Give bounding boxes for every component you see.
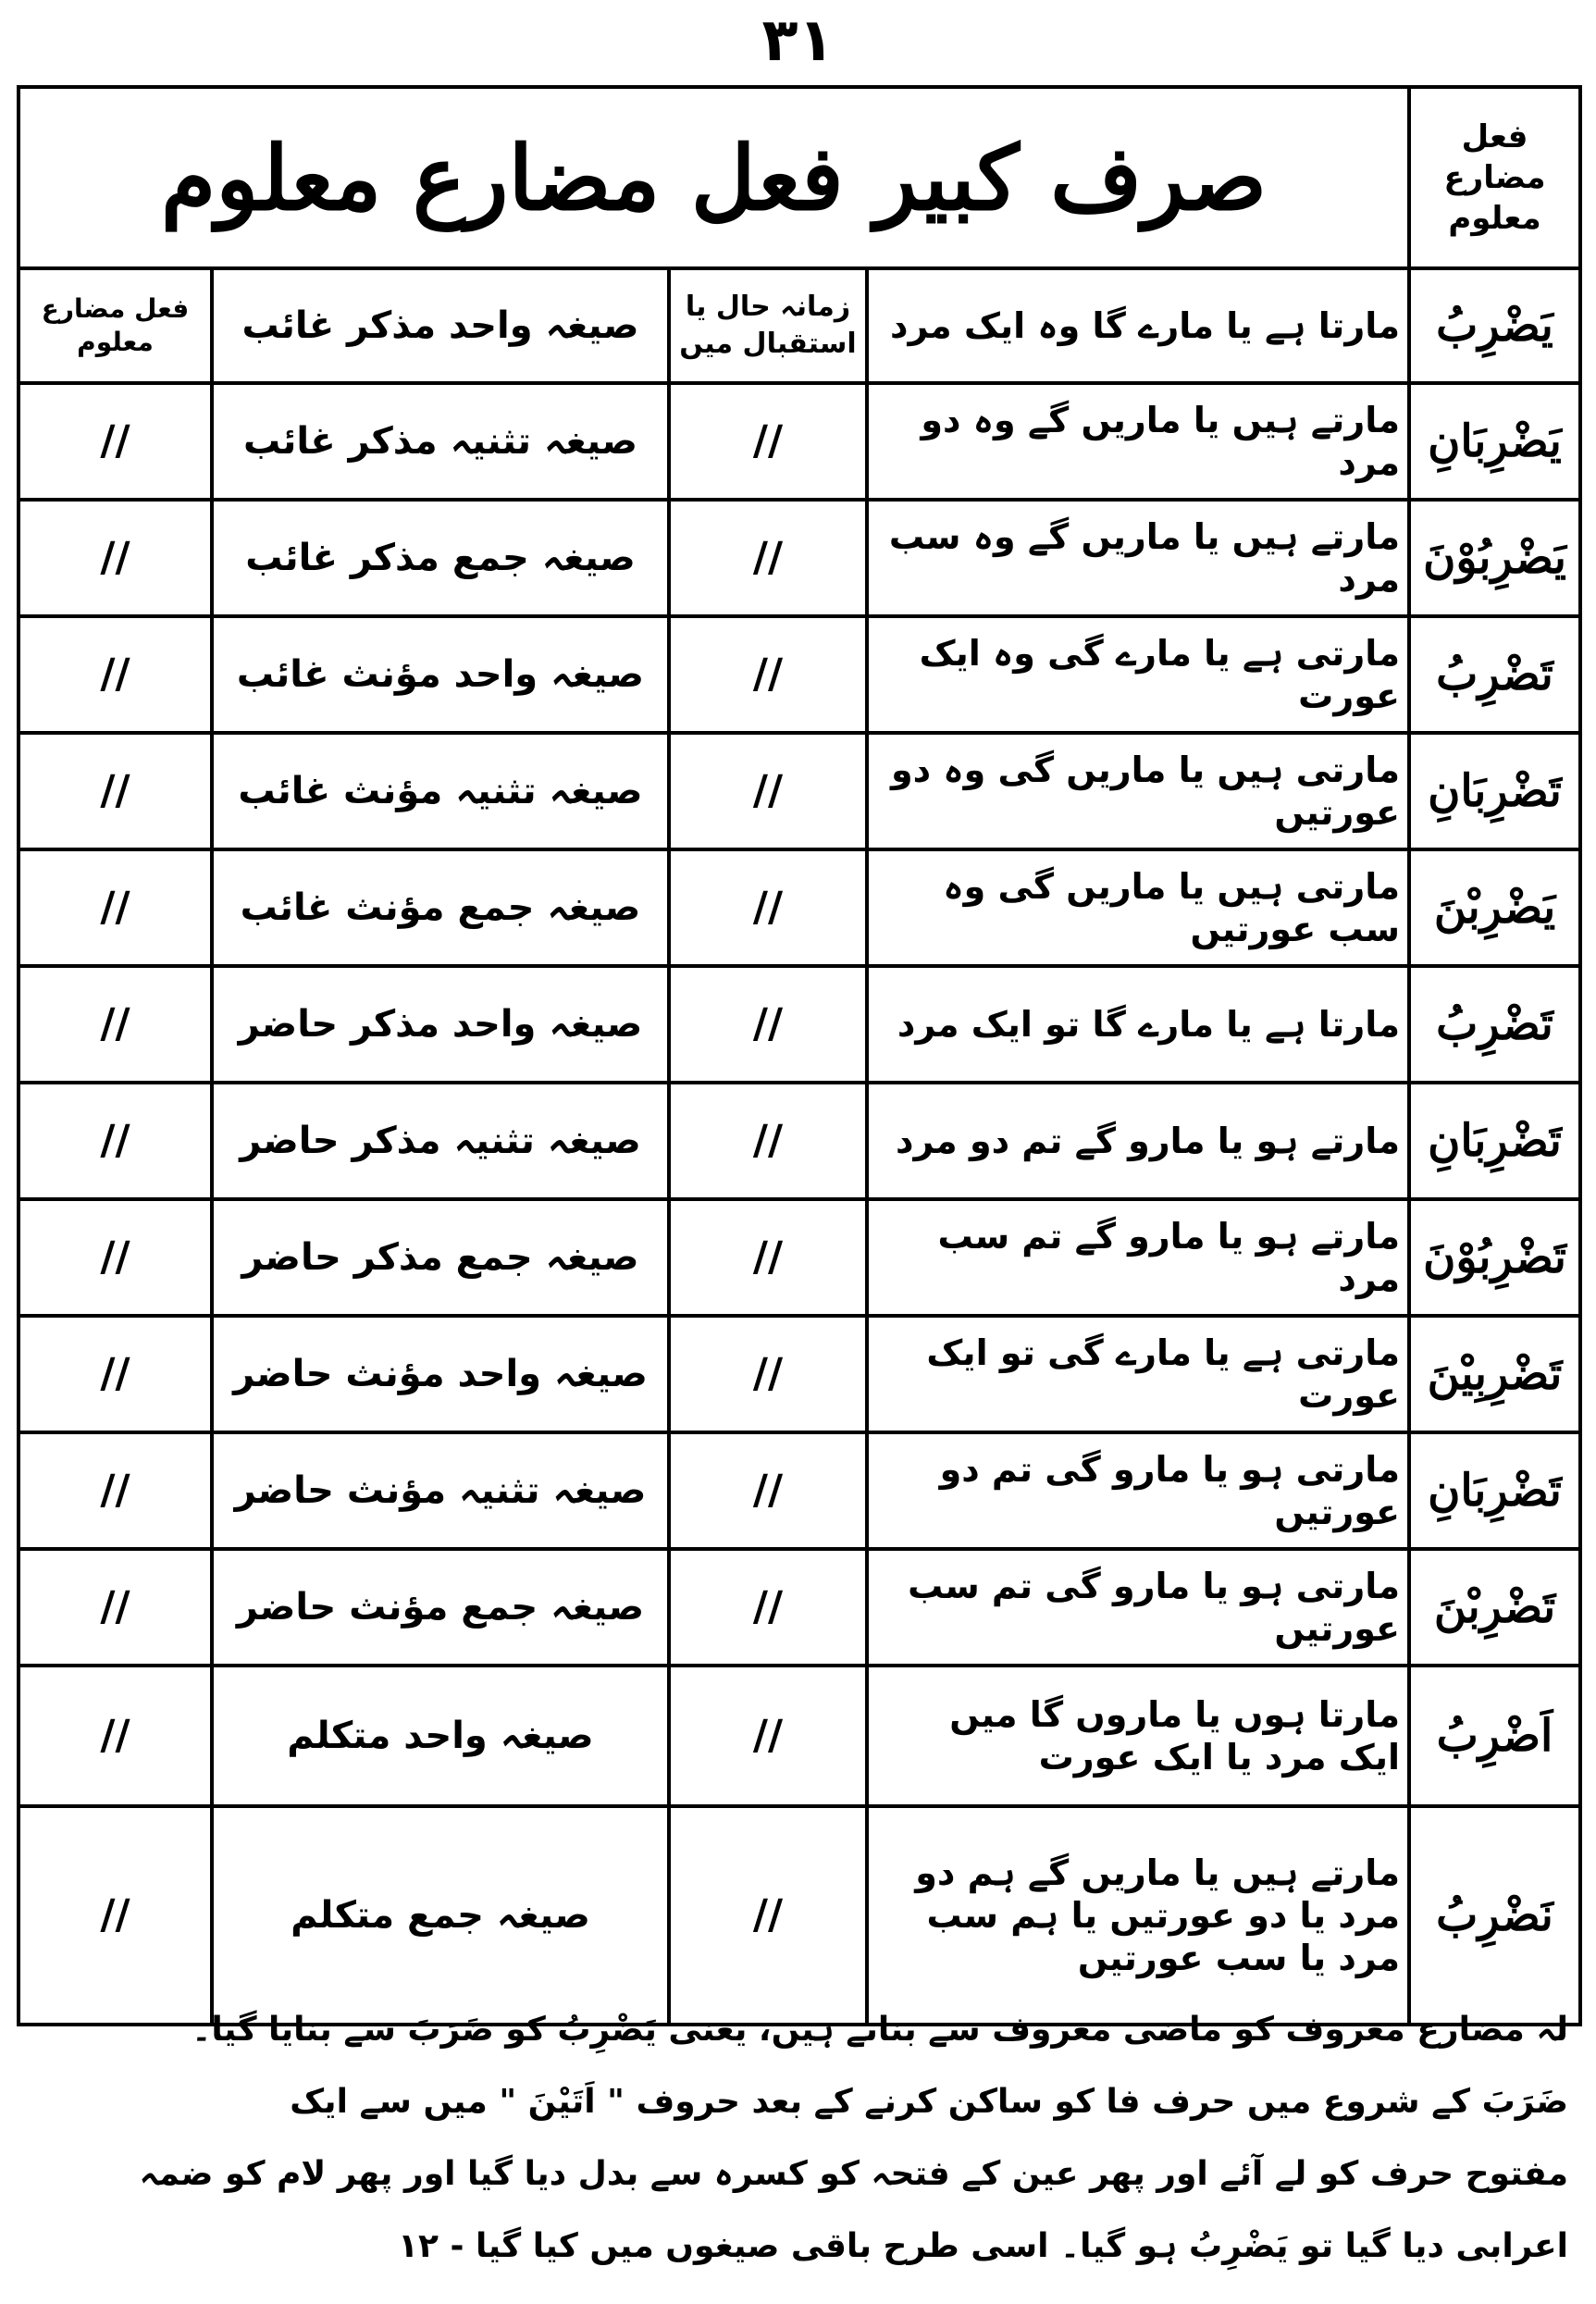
tense-cell: //	[669, 500, 867, 616]
meaning-cell: مارتے ہو یا مارو گے تم دو مرد	[867, 1083, 1409, 1199]
tense-cell: //	[669, 1316, 867, 1432]
footnote-line: مفتوح حرف کو لے آئے اور پھر عین کے فتحہ کو کسرہ سے بدل دیا گیا اور پھر لام کو ضمہ	[139, 2155, 1568, 2193]
table-row	[19, 268, 1580, 383]
tense-cell: //	[669, 849, 867, 966]
category-cell: //	[19, 1666, 212, 1806]
meaning-cell: مارتا ہے یا مارے گا وہ ایک مرد	[867, 268, 1409, 383]
category-cell: //	[19, 1199, 212, 1316]
meaning-cell: مارتا ہوں یا ماروں گا میں ایک مرد یا ایک عورت	[867, 1666, 1409, 1806]
verb-cell: نَضْرِبُ	[1409, 1806, 1580, 2025]
verb-cell: یَضْرِبْنَ	[1409, 849, 1580, 966]
form-cell: صیغہ جمع مذکر حاضر	[212, 1199, 669, 1316]
tense-cell: //	[669, 383, 867, 500]
title-row	[19, 87, 1580, 268]
verb-cell: تَضْرِبَانِ	[1409, 1432, 1580, 1549]
page-number: ۳۱	[761, 6, 835, 75]
meaning-cell: مارتے ہیں یا ماریں گے وہ سب مرد	[867, 500, 1409, 616]
table-row	[19, 500, 1580, 616]
table-row	[19, 1432, 1580, 1549]
meaning-cell: مارتے ہو یا مارو گے تم سب مرد	[867, 1199, 1409, 1316]
tense-cell: //	[669, 1806, 867, 2025]
meaning-cell: مارتی ہو یا مارو گی تم سب عورتیں	[867, 1549, 1409, 1666]
tense-cell: //	[669, 1199, 867, 1316]
table-row	[19, 616, 1580, 733]
verb-cell: تَضْرِبُ	[1409, 616, 1580, 733]
category-cell: //	[19, 500, 212, 616]
category-cell: فعل مضارع معلوم	[19, 268, 212, 383]
table-row	[19, 733, 1580, 849]
category-cell: //	[19, 1316, 212, 1432]
category-cell: //	[19, 1806, 212, 2025]
conjugation-table	[17, 85, 1582, 2026]
footnote-line: لہ مضارع معروف کو ماضی معروف سے بناتے ہیں، یعنی یَضْرِبُ کو ضَرَبَ سے بنایا گیا۔	[192, 2011, 1568, 2049]
form-cell: صیغہ تثنیہ مذکر غائب	[212, 383, 669, 500]
category-cell: //	[19, 966, 212, 1083]
category-cell: //	[19, 616, 212, 733]
form-cell: صیغہ جمع متکلم	[212, 1806, 669, 2025]
form-cell: صیغہ جمع مؤنث حاضر	[212, 1549, 669, 1666]
form-cell: صیغہ جمع مؤنث غائب	[212, 849, 669, 966]
tense-cell: //	[669, 1083, 867, 1199]
footnote-line: ضَرَبَ کے شروع میں حرف فا کو ساکن کرنے کے بعد حروف " اَتَیْنَ " میں سے ایک	[290, 2083, 1568, 2121]
meaning-cell: مارتی ہو یا مارو گی تم دو عورتیں	[867, 1432, 1409, 1549]
verb-cell: تَضْرِبِیْنَ	[1409, 1316, 1580, 1432]
table-row	[19, 1806, 1580, 2025]
verb-cell: تَضْرِبَانِ	[1409, 733, 1580, 849]
category-cell: //	[19, 1549, 212, 1666]
page-title: صرف کبیر فعل مضارع معلوم	[19, 87, 1409, 268]
meaning-cell: مارتی ہے یا مارے گی وہ ایک عورت	[867, 616, 1409, 733]
meaning-cell: مارتی ہیں یا ماریں گی وہ دو عورتیں	[867, 733, 1409, 849]
meaning-cell: مارتے ہیں یا ماریں گے ہم دو مرد یا دو عورتیں یا ہم سب مرد یا سب عورتیں	[867, 1806, 1409, 2025]
form-cell: صیغہ تثنیہ مؤنث حاضر	[212, 1432, 669, 1549]
form-cell: صیغہ واحد مؤنث حاضر	[212, 1316, 669, 1432]
form-cell: صیغہ جمع مذکر غائب	[212, 500, 669, 616]
tense-cell: //	[669, 1549, 867, 1666]
tense-cell: //	[669, 733, 867, 849]
verb-cell: تَضْرِبَانِ	[1409, 1083, 1580, 1199]
category-cell: //	[19, 849, 212, 966]
table-row	[19, 1083, 1580, 1199]
table-row	[19, 849, 1580, 966]
corner-label: فعل مضارع معلوم	[1409, 87, 1580, 268]
meaning-cell: مارتی ہے یا مارے گی تو ایک عورت	[867, 1316, 1409, 1432]
form-cell: صیغہ تثنیہ مذکر حاضر	[212, 1083, 669, 1199]
table-row	[19, 1199, 1580, 1316]
meaning-cell: مارتے ہیں یا ماریں گے وہ دو مرد	[867, 383, 1409, 500]
meaning-cell: مارتی ہیں یا ماریں گی وہ سب عورتیں	[867, 849, 1409, 966]
form-cell: صیغہ تثنیہ مؤنث غائب	[212, 733, 669, 849]
verb-cell: یَضْرِبَانِ	[1409, 383, 1580, 500]
form-cell: صیغہ واحد متکلم	[212, 1666, 669, 1806]
verb-cell: تَضْرِبْنَ	[1409, 1549, 1580, 1666]
table-row	[19, 383, 1580, 500]
footnote	[28, 1994, 1568, 2283]
table-row	[19, 1316, 1580, 1432]
footnote-line: اعرابی دیا گیا تو یَضْرِبُ ہو گیا۔ اسی طرح باقی صیغوں میں کیا گیا - ۱۲	[398, 2227, 1568, 2265]
tense-cell: //	[669, 1666, 867, 1806]
tense-cell: //	[669, 616, 867, 733]
table-row	[19, 1549, 1580, 1666]
category-cell: //	[19, 733, 212, 849]
verb-cell: تَضْرِبُ	[1409, 966, 1580, 1083]
category-cell: //	[19, 1432, 212, 1549]
verb-cell: یَضْرِبُوْنَ	[1409, 500, 1580, 616]
meaning-cell: مارتا ہے یا مارے گا تو ایک مرد	[867, 966, 1409, 1083]
verb-cell: تَضْرِبُوْنَ	[1409, 1199, 1580, 1316]
table-body	[19, 268, 1580, 2025]
form-cell: صیغہ واحد مؤنث غائب	[212, 616, 669, 733]
category-cell: //	[19, 383, 212, 500]
form-cell: صیغہ واحد مذکر حاضر	[212, 966, 669, 1083]
verb-cell: اَضْرِبُ	[1409, 1666, 1580, 1806]
table-row	[19, 1666, 1580, 1806]
tense-cell: //	[669, 966, 867, 1083]
category-cell: //	[19, 1083, 212, 1199]
tense-cell: زمانہ حال یا استقبال میں	[669, 268, 867, 383]
verb-cell: یَضْرِبُ	[1409, 268, 1580, 383]
table-row	[19, 966, 1580, 1083]
form-cell: صیغہ واحد مذکر غائب	[212, 268, 669, 383]
tense-cell: //	[669, 1432, 867, 1549]
